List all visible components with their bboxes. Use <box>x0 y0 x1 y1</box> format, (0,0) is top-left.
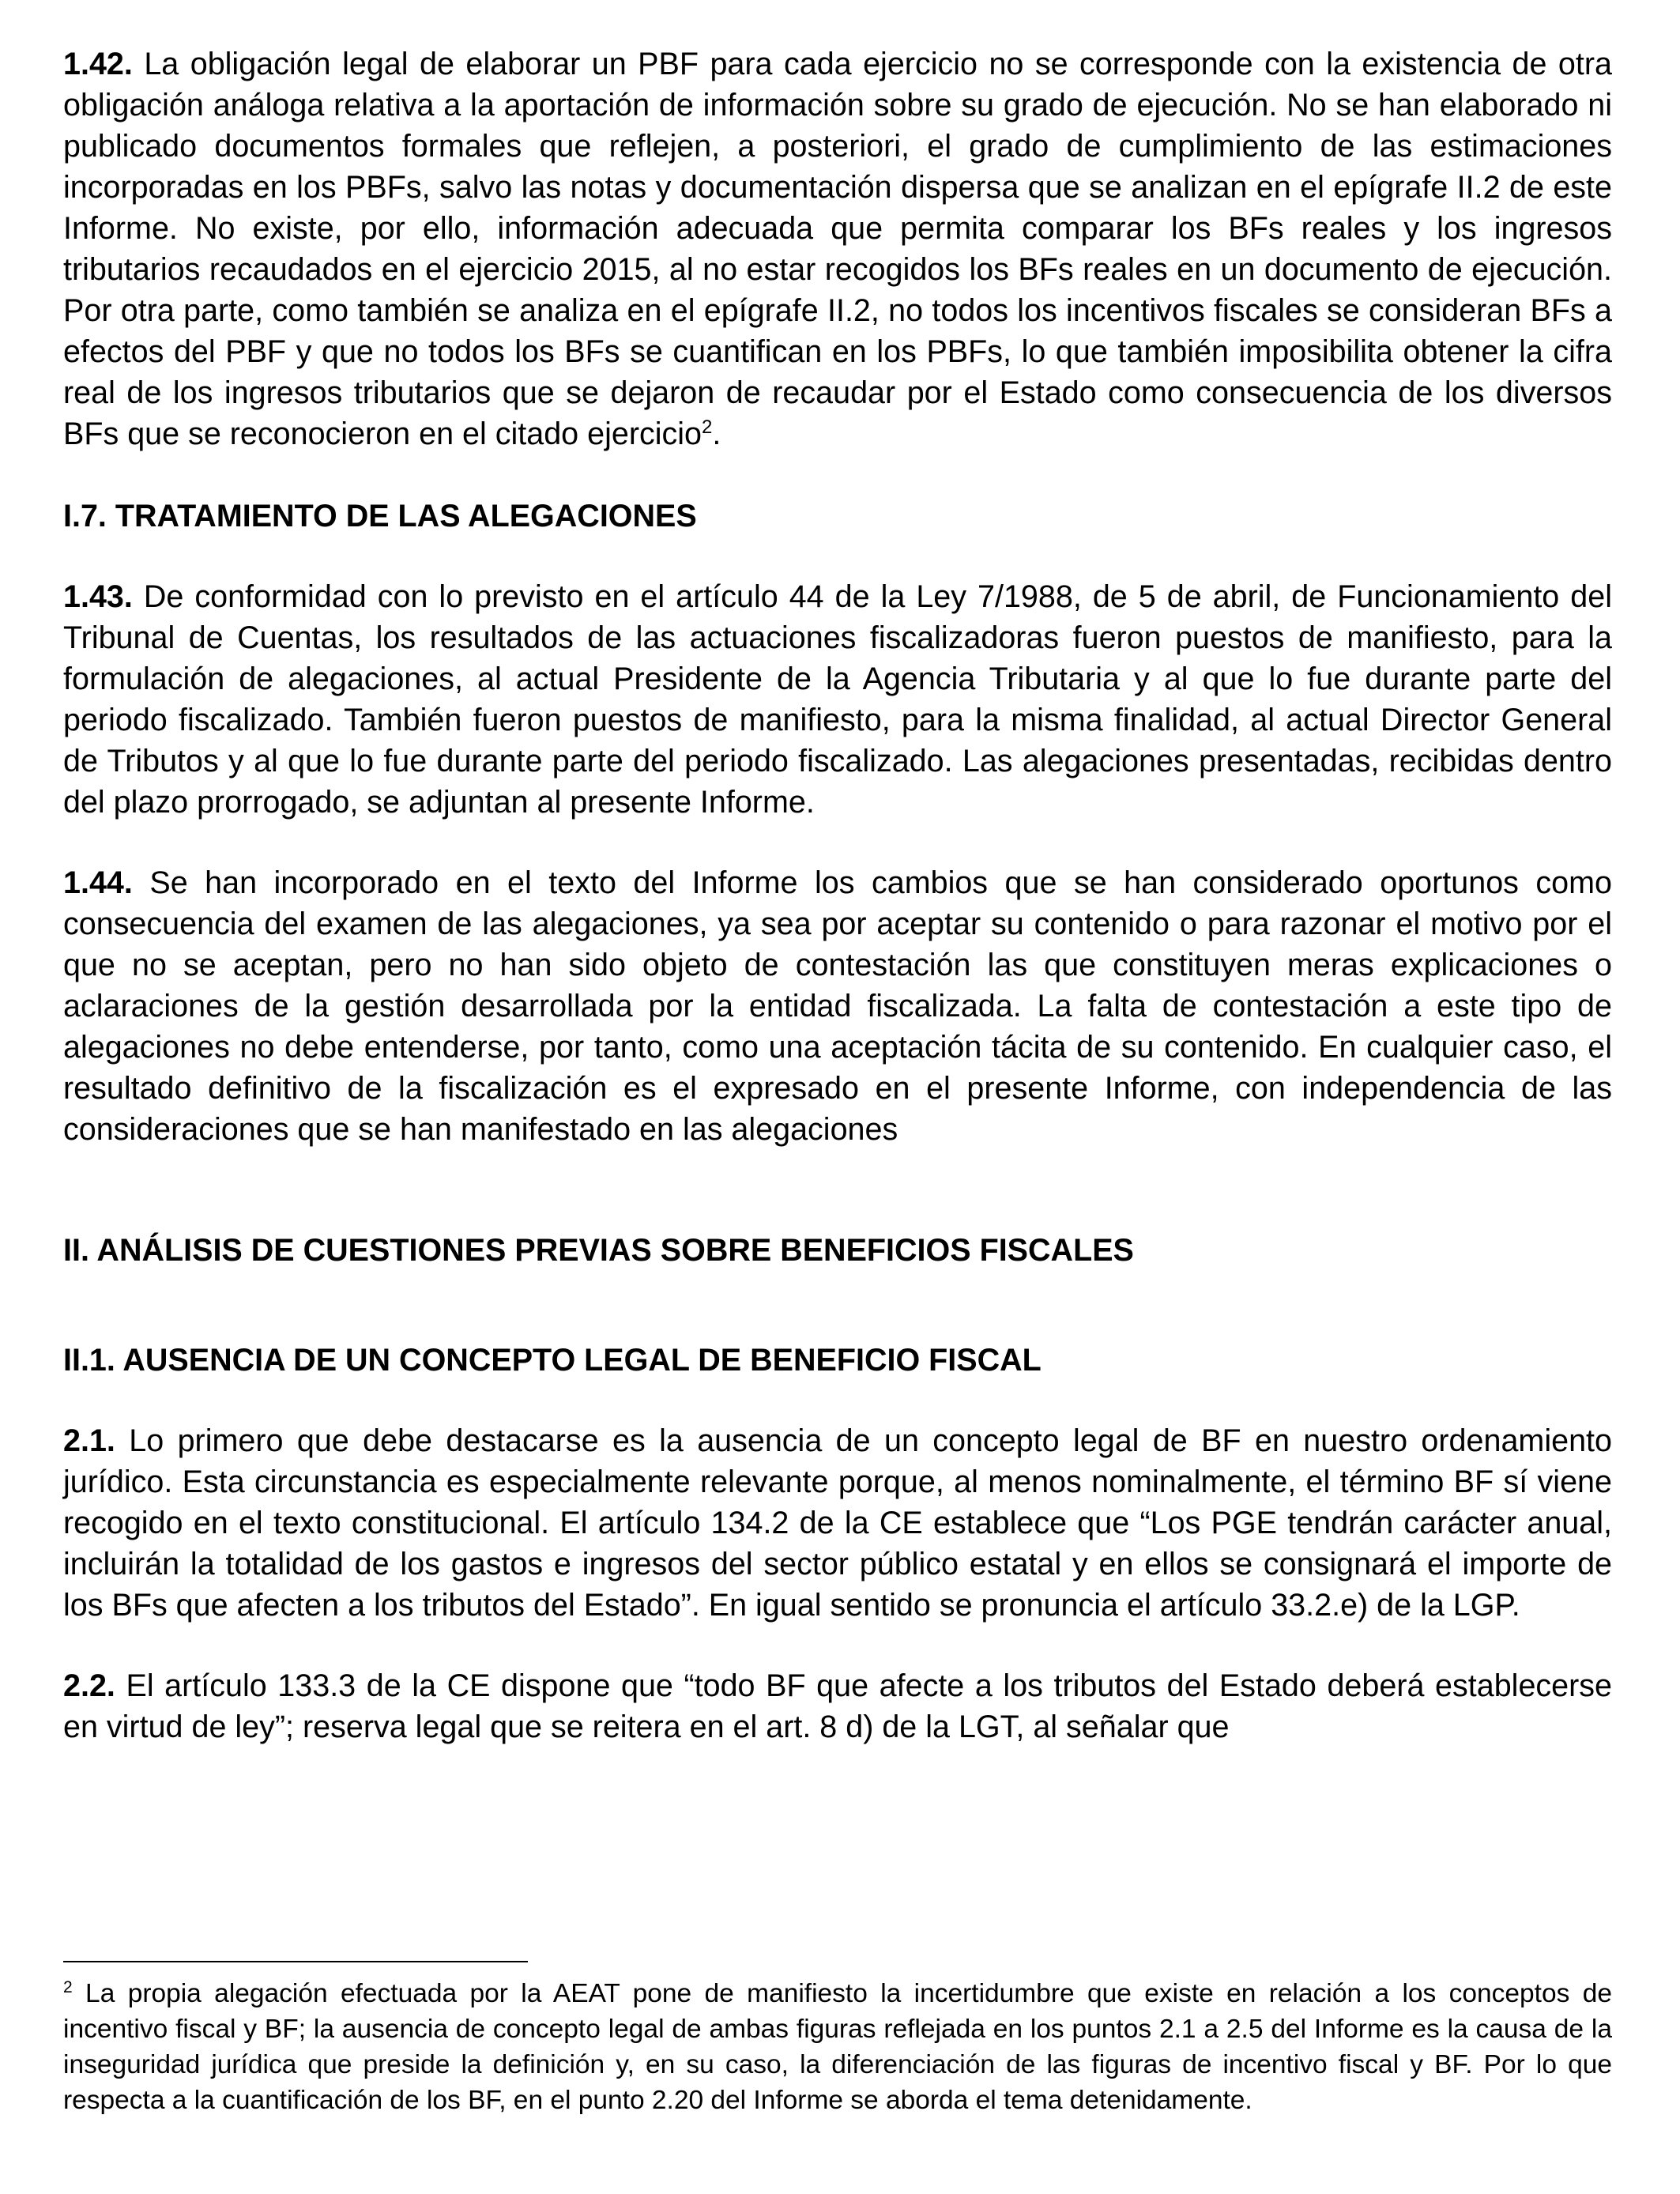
paragraph-number: 2.2. <box>63 1668 115 1703</box>
paragraph-number: 1.44. <box>63 865 133 900</box>
section-heading-ii-1: II.1. AUSENCIA DE UN CONCEPTO LEGAL DE BENEFICIO FISCAL <box>63 1343 1042 1378</box>
paragraph-1-44 <box>63 862 1612 1150</box>
paragraph-text: Se han incorporado en el texto del Informe los cambios que se han considerado oportunos como consecuencia del examen de las alegaciones, ya sea por aceptar su contenido o para razonar el motivo por el que no se aceptan, pero no han sido objeto de contestación las que constituyen meras explicaciones o aclaraciones de la gestión desarrollada por la entidad fiscalizada. La falta de contestación a este tipo de alegaciones no debe entenderse, por tanto, como una aceptación tácita de su contenido. En cualquier caso, el resultado definitivo de la fiscalización es el expresado en el presente Informe, con independencia de las consideraciones que se han manifestado en las alegaciones <box>63 865 1612 1147</box>
paragraph-1-42 <box>63 43 1612 454</box>
footnote-reference: 2 <box>702 416 713 438</box>
document-page <box>63 43 1612 1747</box>
paragraph-2-1 <box>63 1420 1612 1626</box>
footnote-separator <box>63 1961 528 1962</box>
paragraph-1-43 <box>63 576 1612 823</box>
section-heading-ii: II. ANÁLISIS DE CUESTIONES PREVIAS SOBRE BENEFICIOS FISCALES <box>63 1233 1134 1268</box>
footnote-marker: 2 <box>63 1977 73 1996</box>
footnote-2 <box>63 1976 1612 2118</box>
paragraph-number: 2.1. <box>63 1423 115 1458</box>
paragraph-number: 1.43. <box>63 579 133 614</box>
footnote-text: La propia alegación efectuada por la AEAT pone de manifiesto la incertidumbre que existe en relación a los conceptos de incentivo fiscal y BF; la ausencia de concepto legal de ambas figuras reflejada en los puntos 2.1 a 2.5 del Informe es la causa de la inseguridad jurídica que preside la definición y, en su caso, la diferenciación de las figuras de incentivo fiscal y BF. Por lo que respecta a la cuantificación de los BF, en el punto 2.20 del Informe se aborda el tema detenidamente. <box>63 1979 1612 2115</box>
paragraph-text: El artículo 133.3 de la CE dispone que “todo BF que afecte a los tributos del Estado deberá establecerse en virtud de ley”; reserva legal que se reitera en el art. 8 d) de la LGT, al señalar que <box>63 1668 1612 1744</box>
section-heading-i7: I.7. TRATAMIENTO DE LAS ALEGACIONES <box>63 499 697 533</box>
paragraph-text: La obligación legal de elaborar un PBF para cada ejercicio no se corresponde con la existencia de otra obligación análoga relativa a la aportación de información sobre su grado de ejecución. No se han elaborado ni publicado documentos formales que reflejen, a posteriori, el grado de cumplimiento de las estimaciones incorporadas en los PBFs, salvo las notas y documentación dispersa que se analizan en el epígrafe II.2 de este Informe. No existe, por ello, información adecuada que permita comparar los BFs reales y los ingresos tributarios recaudados en el ejercicio 2015, al no estar recogidos los BFs reales en un documento de ejecución. Por otra parte, como también se analiza en el epígrafe II.2, no todos los incentivos fiscales se consideran BFs a efectos del PBF y que no todos los BFs se cuantifican en los PBFs, lo que también imposibilita obtener la cifra real de los ingresos tributarios que se dejaron de recaudar por el Estado como consecuencia de los diversos BFs que se reconocieron en el citado ejercicio <box>63 47 1612 451</box>
paragraph-end: . <box>712 417 721 451</box>
paragraph-2-2 <box>63 1665 1612 1747</box>
paragraph-number: 1.42. <box>63 47 133 81</box>
paragraph-text: De conformidad con lo previsto en el artículo 44 de la Ley 7/1988, de 5 de abril, de Funcionamiento del Tribunal de Cuentas, los resultados de las actuaciones fiscalizadoras fueron puestos de manifiesto, para la formulación de alegaciones, al actual Presidente de la Agencia Tributaria y al que lo fue durante parte del periodo fiscalizado. También fueron puestos de manifiesto, para la misma finalidad, al actual Director General de Tributos y al que lo fue durante parte del periodo fiscalizado. Las alegaciones presentadas, recibidas dentro del plazo prorrogado, se adjuntan al presente Informe. <box>63 579 1612 820</box>
paragraph-text: Lo primero que debe destacarse es la ausencia de un concepto legal de BF en nuestro ordenamiento jurídico. Esta circunstancia es especialmente relevante porque, al menos nominalmente, el término BF sí viene recogido en el texto constitucional. El artículo 134.2 de la CE establece que “Los PGE tendrán carácter anual, incluirán la totalidad de los gastos e ingresos del sector público estatal y en ellos se consignará el importe de los BFs que afecten a los tributos del Estado”. En igual sentido se pronuncia el artículo 33.2.e) de la LGP. <box>63 1423 1612 1623</box>
